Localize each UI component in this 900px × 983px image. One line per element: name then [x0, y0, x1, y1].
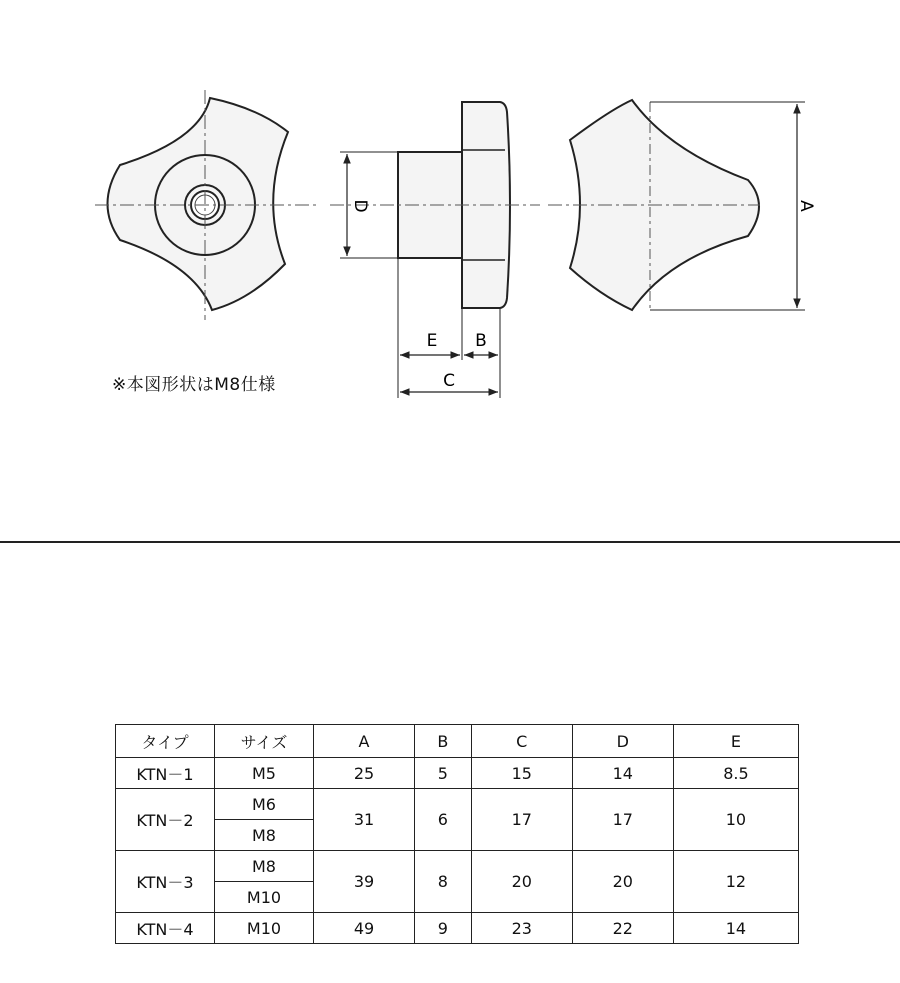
- cell-e: 10: [673, 789, 798, 851]
- section-divider: [0, 541, 900, 543]
- dim-label-a: A: [796, 200, 816, 212]
- cell-c: 17: [471, 789, 572, 851]
- table-header-row: [116, 725, 799, 758]
- table-row: [116, 851, 799, 882]
- cell-a: 31: [314, 789, 415, 851]
- cell-size: M8: [215, 820, 314, 851]
- cell-type: KTN－1: [116, 758, 215, 789]
- cell-size: M8: [215, 851, 314, 882]
- header-d: D: [572, 725, 673, 758]
- cell-type: KTN－2: [116, 789, 215, 851]
- table-row: [116, 789, 799, 820]
- header-a: A: [314, 725, 415, 758]
- cell-size: M6: [215, 789, 314, 820]
- cell-d: 20: [572, 851, 673, 913]
- header-b: B: [415, 725, 472, 758]
- cell-e: 8.5: [673, 758, 798, 789]
- cell-b: 6: [415, 789, 472, 851]
- cell-a: 49: [314, 913, 415, 944]
- cell-b: 5: [415, 758, 472, 789]
- spec-table: [115, 724, 799, 944]
- cell-a: 39: [314, 851, 415, 913]
- side-view: [330, 102, 540, 398]
- dim-label-d: D: [350, 199, 370, 213]
- cell-type: KTN－3: [116, 851, 215, 913]
- cell-e: 12: [673, 851, 798, 913]
- header-type: タイプ: [116, 725, 215, 758]
- dim-label-b: B: [475, 331, 487, 351]
- cell-d: 14: [572, 758, 673, 789]
- cell-e: 14: [673, 913, 798, 944]
- cell-b: 9: [415, 913, 472, 944]
- cell-c: 20: [471, 851, 572, 913]
- header-e: E: [673, 725, 798, 758]
- table-row: [116, 913, 799, 944]
- dim-label-c: C: [443, 371, 455, 391]
- dim-label-e: E: [426, 331, 438, 351]
- cell-b: 8: [415, 851, 472, 913]
- shape-note: ※本図形状はM8仕様: [112, 375, 276, 395]
- cell-c: 23: [471, 913, 572, 944]
- cell-a: 25: [314, 758, 415, 789]
- header-size: サイズ: [215, 725, 314, 758]
- cell-d: 22: [572, 913, 673, 944]
- front-view: [95, 90, 320, 320]
- cell-size: M5: [215, 758, 314, 789]
- cell-size: M10: [215, 913, 314, 944]
- cell-d: 17: [572, 789, 673, 851]
- rear-view: [548, 100, 805, 312]
- cell-type: KTN－4: [116, 913, 215, 944]
- table-row: [116, 758, 799, 789]
- cell-size: M10: [215, 882, 314, 913]
- header-c: C: [471, 725, 572, 758]
- cell-c: 15: [471, 758, 572, 789]
